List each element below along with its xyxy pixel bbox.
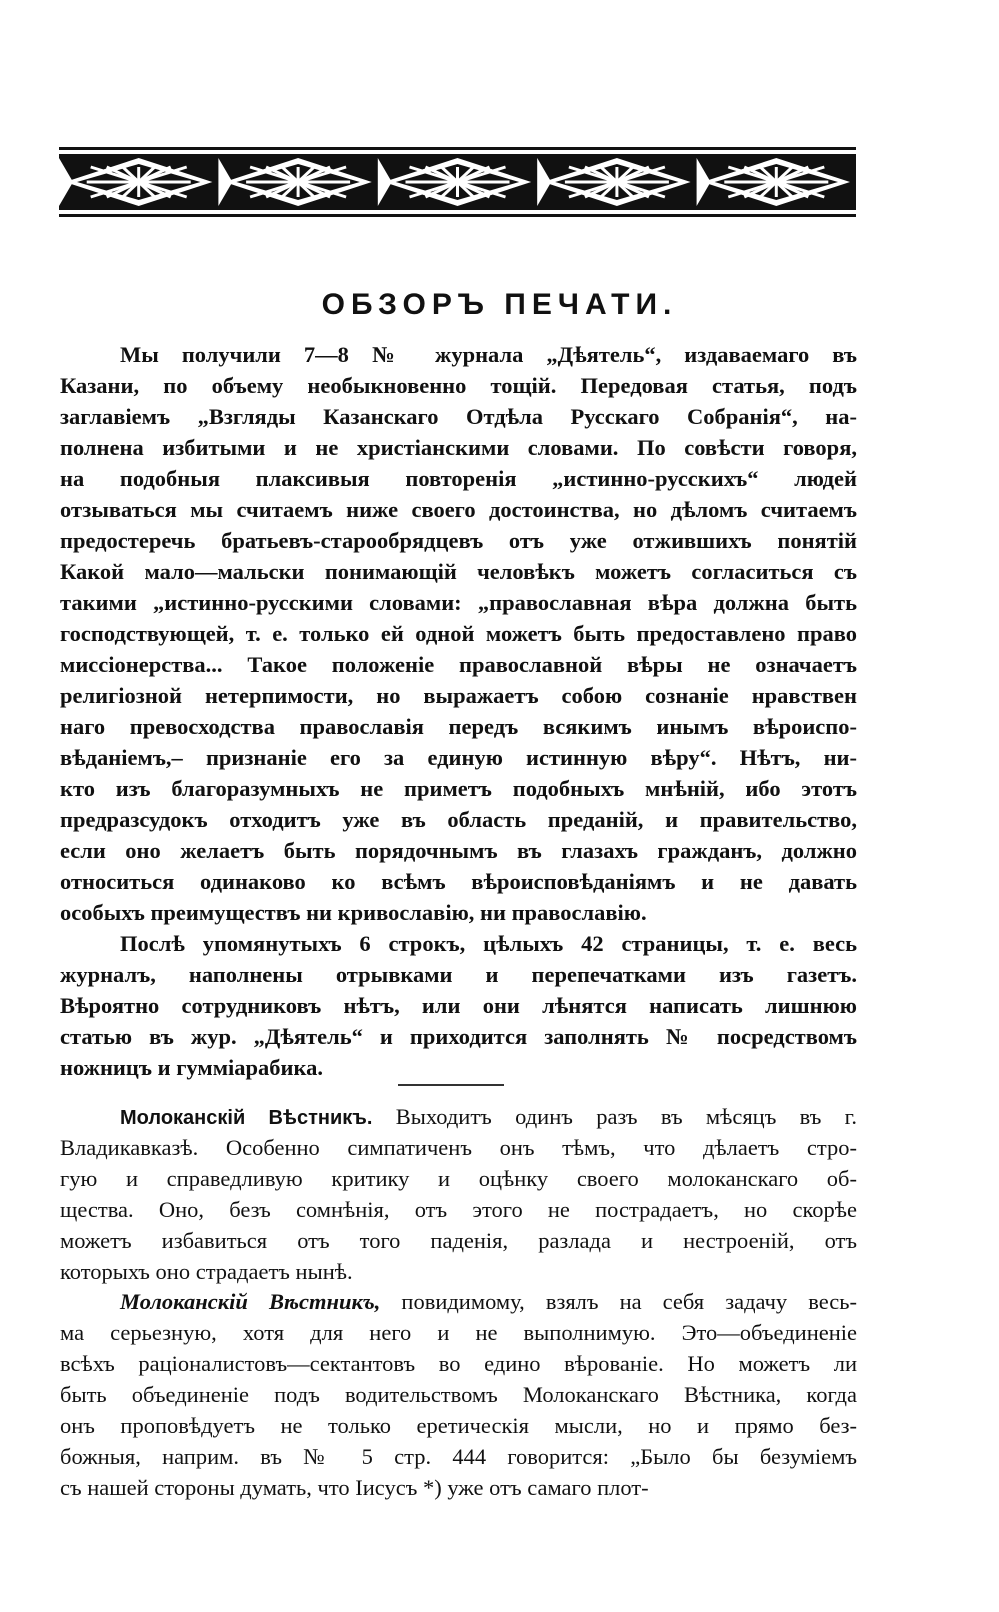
paragraph-line: съ нашей стороны думать, что Іисусъ *) уже отъ самаго плот- [60,1475,649,1500]
paragraph-line: отзываться мы считаемъ ниже своего достоинства, но дѣломъ считаемъ [60,497,857,522]
paragraph-line: Владикавказѣ. Особенно симпатиченъ онъ тѣмъ, что дѣлаетъ стро- [60,1135,857,1160]
paragraph-line: журналъ, наполнены отрывками и перепечатками изъ газетъ. [60,962,857,987]
paragraph-line: на подобныя плаксивыя повторенія „истинно-русскихъ“ людей [60,466,857,491]
paragraph-text: повидимому, взялъ на себя задачу весь- [401,1289,857,1314]
paragraph-2 [60,928,857,1083]
paragraph-3 [60,1101,857,1287]
paragraph-line [60,1286,857,1317]
paragraph-line [60,1101,857,1132]
paragraph-line: щества. Оно, безъ сомнѣнія, отъ этого не пострадаетъ, но скорѣе [60,1197,857,1222]
paragraph-line: относиться одинаково ко всѣмъ вѣроисповѣданіямъ и не давать [60,869,857,894]
paragraph-line: если оно желаетъ быть порядочнымъ въ глазахъ гражданъ, должно [60,838,857,863]
paragraph-line: онъ проповѣдуетъ не только еретическія мысли, но и прямо без- [60,1413,857,1438]
paragraph-line: особыхъ преимуществъ ни кривославію, ни православію. [60,900,647,925]
paragraph-line: полнена избитыми и не христіанскими словами. По совѣсти говоря, [60,435,857,460]
paragraph-line: заглавіемъ „Взгляды Казанскаго Отдѣла Русскаго Собранія“, на- [60,404,857,429]
journal-name: Молоканскій Вѣстникъ, [120,1289,381,1314]
paragraph-line: можетъ избавиться отъ того паденія, разлада и нестроеній, отъ [60,1228,857,1253]
paragraph-line: быть объединеніе подъ водительствомъ Молоканскаго Вѣстника, когда [60,1382,857,1407]
paragraph-line: ма серьезную, хотя для него и не выполнимую. Это—объединеніе [60,1320,857,1345]
paragraph-line: Вѣроятно сотрудниковъ нѣтъ, или они лѣнятся написать лишнюю [60,993,857,1018]
paragraph-line: предразсудокъ отходитъ уже въ область преданій, и правительство, [60,807,857,832]
section-heading: Молоканскій Вѣстникъ. [120,1107,373,1129]
paragraph-line: кто изъ благоразумныхъ не приметъ подобныхъ мнѣній, ибо этотъ [60,776,857,801]
paragraph-line: божныя, наприм. въ № 5 стр. 444 говорится: „Было бы безуміемъ [60,1444,857,1469]
paragraph-line: Мы получили 7—8 № журнала „Дѣятель“, издаваемаго въ [120,342,857,367]
paragraph-line: такими „истинно-русскими словами: „православная вѣра должна быть [60,590,857,615]
paragraph-line: всѣхъ раціоналистовъ—сектантовъ во едино вѣрованіе. Но можетъ ли [60,1351,857,1376]
decorative-headpiece [59,147,856,217]
paragraph-4 [60,1286,857,1503]
paragraph-line: Какой мало—мальски понимающій человѣкъ можетъ согласиться съ [60,559,857,584]
paragraph-line: наго превосходства православія передъ всякимъ инымъ вѣроиспо- [60,714,857,739]
paragraph-line: миссіонерства... Такое положеніе православной вѣры не означаетъ [60,652,857,677]
paragraph-1 [60,339,857,928]
paragraph-line: предостеречь братьевъ-старообрядцевъ отъ уже отжившихъ понятій [60,528,857,553]
paragraph-text: Выходитъ одинъ разъ въ мѣсяцъ въ г. [395,1104,857,1129]
paragraph-line: вѣданіемъ,– признаніе его за единую истинную вѣру“. Нѣтъ, ни- [60,745,857,770]
paragraph-line: статью въ жур. „Дѣятель“ и приходится заполнять № посредствомъ [60,1024,857,1049]
paragraph-line: Казани, по объему необыкновенно тощій. Передовая статья, подъ [60,373,857,398]
page-title: ОБЗОРЪ ПЕЧАТИ. [321,288,678,321]
paragraph-line: Послѣ упомянутыхъ 6 строкъ, цѣлыхъ 42 страницы, т. е. весь [120,931,857,956]
paragraph-line: господствующей, т. е. только ей одной можетъ быть предоставлено право [60,621,857,646]
paragraph-line: ножницъ и гуммiарабика. [60,1055,323,1080]
paragraph-line: религіозной нетерпимости, но выражаетъ собою сознаніе нравствен [60,683,857,708]
paragraph-line: гую и справедливую критику и оцѣнку своего молоканскаго об- [60,1166,857,1191]
paragraph-line: которыхъ оно страдаетъ нынѣ. [60,1259,353,1284]
section-divider [398,1084,504,1086]
